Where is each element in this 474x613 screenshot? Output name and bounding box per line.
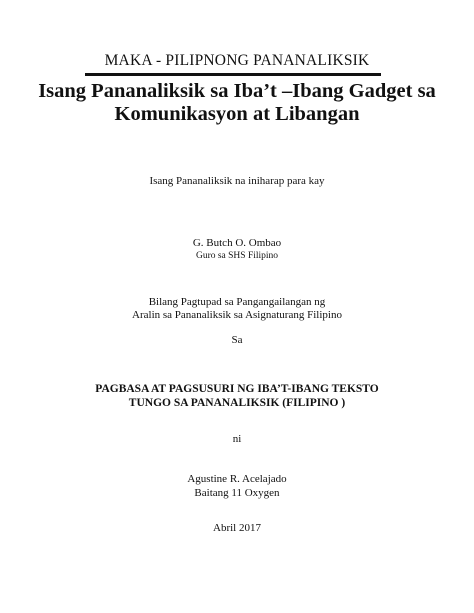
author-connector: ni xyxy=(232,433,242,445)
subject-line-2: TUNGO SA PANANALIKSIK (FILIPINO ) xyxy=(128,397,346,409)
adviser-name: G. Butch O. Ombao xyxy=(192,237,282,249)
author-name: Agustine R. Acelajado xyxy=(187,473,287,485)
header-institution: MAKA - PILIPNONG PANANALIKSIK xyxy=(104,52,370,69)
requirement-line-2: Aralin sa Pananaliksik sa Asignaturang Filipino xyxy=(132,309,342,321)
subject-line-1: PAGBASA AT PAGSUSURI NG IBA’T-IBANG TEKSTO xyxy=(95,383,379,395)
requirement-connector: Sa xyxy=(231,334,243,346)
submission-intro: Isang Pananaliksik na iniharap para kay xyxy=(149,175,325,187)
requirement-line-1: Bilang Pagtupad sa Pangangailangan ng xyxy=(148,296,326,308)
adviser-role: Guro sa SHS Filipino xyxy=(195,251,279,261)
document-date: Abril 2017 xyxy=(213,522,261,534)
author-section: Baitang 11 Oxygen xyxy=(194,487,280,499)
document-title xyxy=(0,80,474,126)
title-line-1: Isang Pananaliksik sa Iba’t –Ibang Gadget sa xyxy=(38,80,436,102)
title-line-2: Komunikasyon at Libangan xyxy=(114,103,360,125)
header-rule xyxy=(85,73,381,76)
